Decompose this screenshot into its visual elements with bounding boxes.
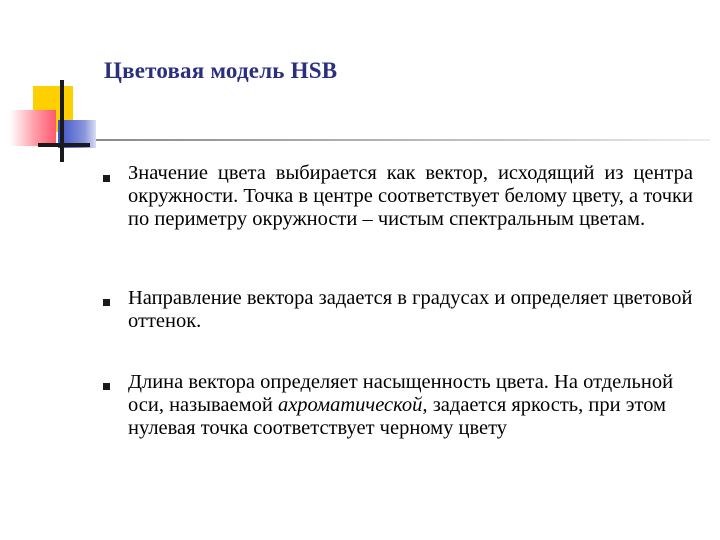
title-divider xyxy=(96,139,710,141)
square-bullet-icon xyxy=(103,383,110,390)
bullet-item-3 xyxy=(128,371,698,440)
slide-title: Цветовая модель HSB xyxy=(104,58,338,83)
bullet-item-3-text-start: Длина вектора определяет насыщенность цвета. На отдельной оси, называемой xyxy=(128,371,674,416)
vertical-line-decoration xyxy=(60,80,64,162)
red-square-decoration xyxy=(10,110,56,146)
square-bullet-icon xyxy=(103,175,110,182)
achromatic-term: ахроматической, xyxy=(277,394,428,416)
square-bullet-icon xyxy=(103,299,110,306)
horizontal-line-decoration xyxy=(38,143,90,147)
bullet-item-1: Значение цвета выбирается как вектор, исходящий из центра окружности. Точка в центре соответствует белому цвету, а точки по периметру окружности – чистым спектральным цветам. xyxy=(128,162,693,230)
bullet-item-2: Направление вектора задается в градусах и определяет цветовой оттенок. xyxy=(128,287,693,332)
bullet-item-3-text-end: задается яркость, при этом нулевая точка соответствует черному цвету xyxy=(128,394,667,439)
